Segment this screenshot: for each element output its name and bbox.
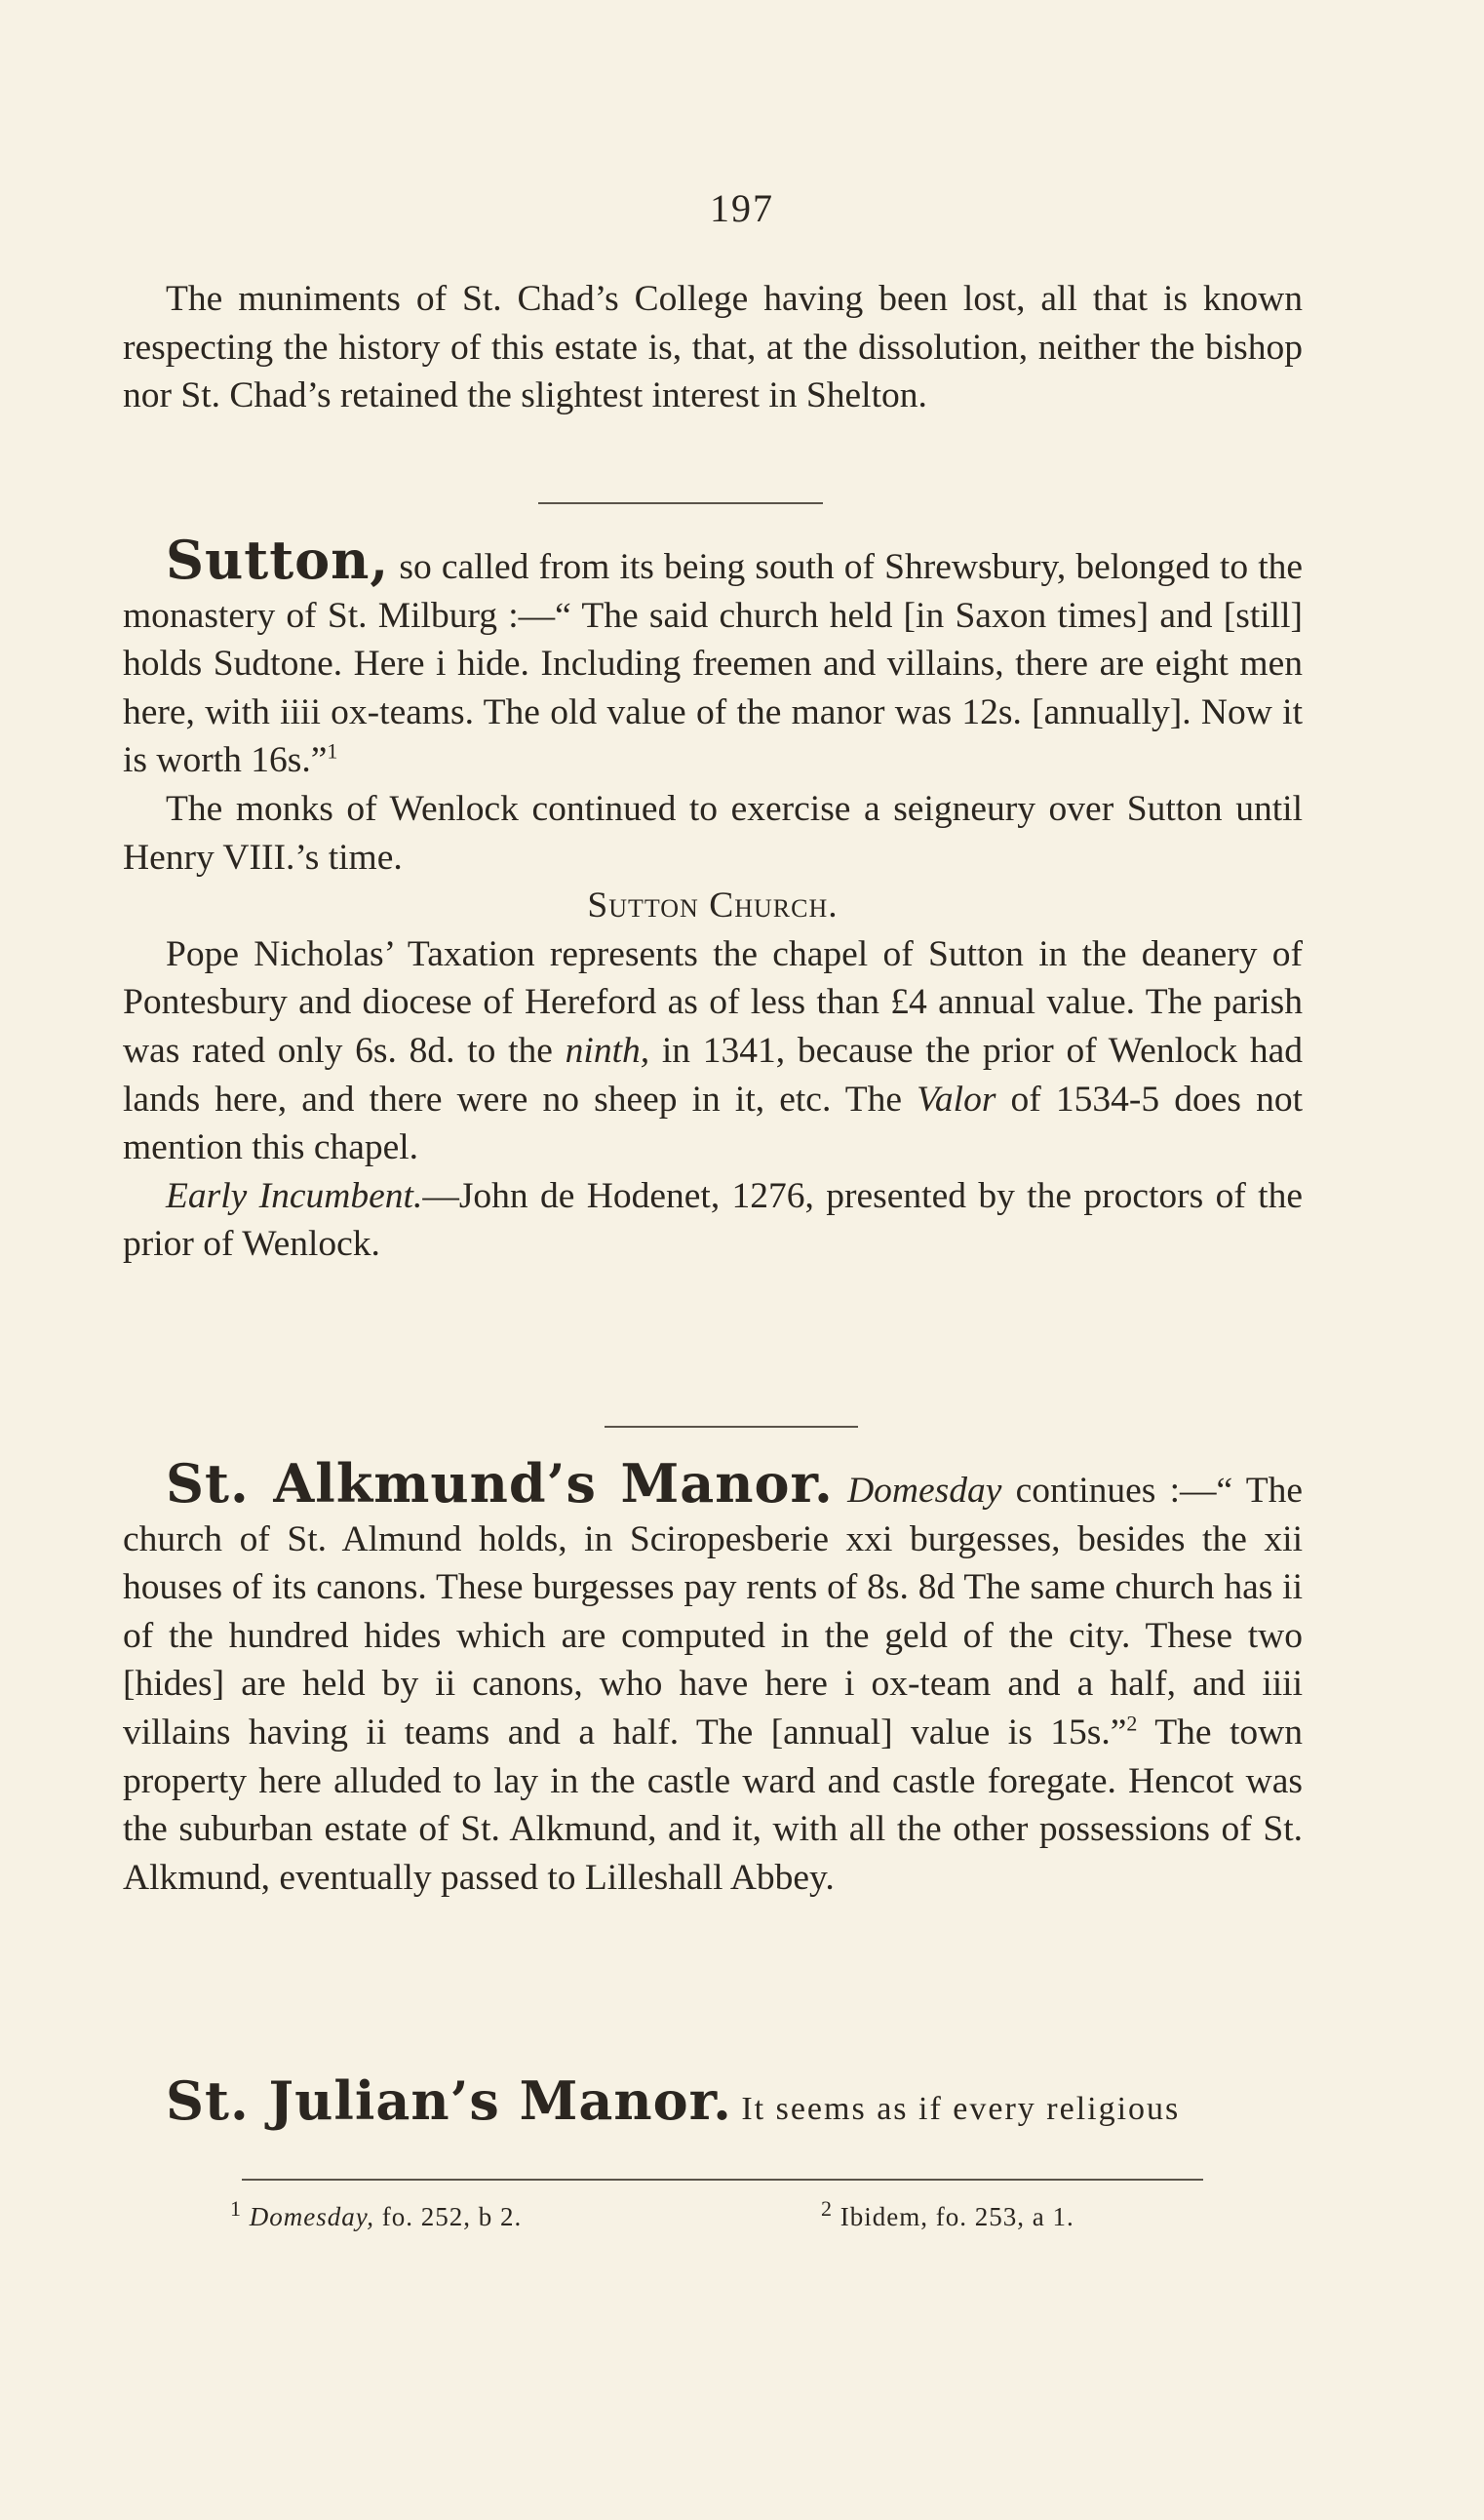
julian-section — [123, 2069, 1303, 2134]
footnote-ref-2: 2 — [1126, 1711, 1138, 1736]
domesday-italic: Domesday — [847, 1471, 1002, 1511]
footnote-1-mark: 1 — [230, 2196, 242, 2221]
sutton-church-heading: Sutton Church. — [587, 886, 839, 926]
sutton-heading: Sutton, — [166, 529, 390, 591]
sutton-paragraph-2: The monks of Wenlock continued to exercise a seigneury over Sutton until Henry VIII.’s time. — [123, 788, 1303, 878]
sutton-text-1: so called from its being south of Shrewsbury, belonged to the monastery of St. Milburg :—“ The said church held [in Saxon times] and [still] holds Sudtone. Here i hide. Including freemen and villains, there are eight men here, with iiii ox-teams. The old value of the manor was 12s. [annually]. Now it is worth 16s.” — [123, 547, 1304, 781]
section-divider — [538, 502, 823, 504]
intro-paragraph: The muniments of St. Chad’s College having been lost, all that is known respecting the history of this estate is, that, at the dissolution, neither the bishop nor St. Chad’s retained the slightest interest in Shelton. — [123, 279, 1303, 416]
sutton-paragraph-1 — [123, 529, 1304, 785]
alkmund-text-1: continues :—“ The church of St. Almund holds, in Sciropesberie xxi burgesses, besides the xii houses of its canons. These burgesses pay rents of 8s. 8d The same church has ii of the hundred hides which are computed in the geld of the city. These two [hides] are held by ii canons, who have here i ox-team and a half, and iiii villains having ii teams and a half. The [annual] value is 15s.” — [123, 1471, 1304, 1752]
footnote-2-text: Ibidem, fo. 253, a 1. — [840, 2202, 1074, 2231]
section-divider — [605, 1426, 858, 1428]
footnote-1-text: fo. 252, b 2. — [381, 2202, 523, 2231]
sutton-text-3a: Pope Nicholas’ Taxation represents the chapel of Sutton in the deanery of Pontesbury and diocese of Hereford as of less than £4 annual value. The parish was rated only 6s. 8d. to the — [123, 933, 1303, 1071]
footnote-1 — [230, 2196, 523, 2232]
sutton-text-3c: of 1534-5 does not mention this chapel. — [123, 1079, 1303, 1168]
footnote-1-source: Domesday, — [249, 2202, 374, 2231]
alkmund-heading: St. Alkmund’s Manor. — [166, 1452, 834, 1515]
footnote-2 — [821, 2196, 1074, 2232]
alkmund-text-2: The town property here alluded to lay in the castle ward and castle foregate. Hencot was the suburban estate of St. Alkmund, and it, with all the other possessions of St. Alkmund, eventually passed to Lilleshall Abbey. — [123, 1712, 1303, 1898]
sutton-text-3-italic: ninth, — [565, 1030, 650, 1071]
footnote-divider — [242, 2179, 1203, 2181]
sutton-text-3-italic2: Valor — [917, 1079, 996, 1120]
intro-paragraph-block — [123, 275, 1303, 420]
sutton-section — [123, 529, 1304, 1269]
julian-text: It seems as if every religious — [741, 2091, 1181, 2127]
julian-heading: St. Julian’s Manor. — [166, 2069, 732, 2132]
page-number: 197 — [710, 186, 774, 230]
footnote-2-mark: 2 — [821, 2196, 833, 2221]
sutton-text-4: —John de Hodenet, 1276, presented by the proctors of the prior of Wenlock. — [123, 1175, 1303, 1265]
sutton-paragraph-4 — [123, 1172, 1303, 1269]
sutton-paragraph-3 — [123, 930, 1303, 1172]
alkmund-paragraph — [123, 1452, 1304, 1902]
julian-paragraph — [123, 2069, 1303, 2134]
footnote-ref-1: 1 — [327, 738, 338, 764]
sutton-text-3b: in 1341, because the prior of Wenlock had lands here, and there were no sheep in it, etc. The — [123, 1030, 1304, 1120]
early-incumbent-label: Early Incumbent. — [166, 1175, 423, 1216]
alkmund-section — [123, 1452, 1304, 1902]
